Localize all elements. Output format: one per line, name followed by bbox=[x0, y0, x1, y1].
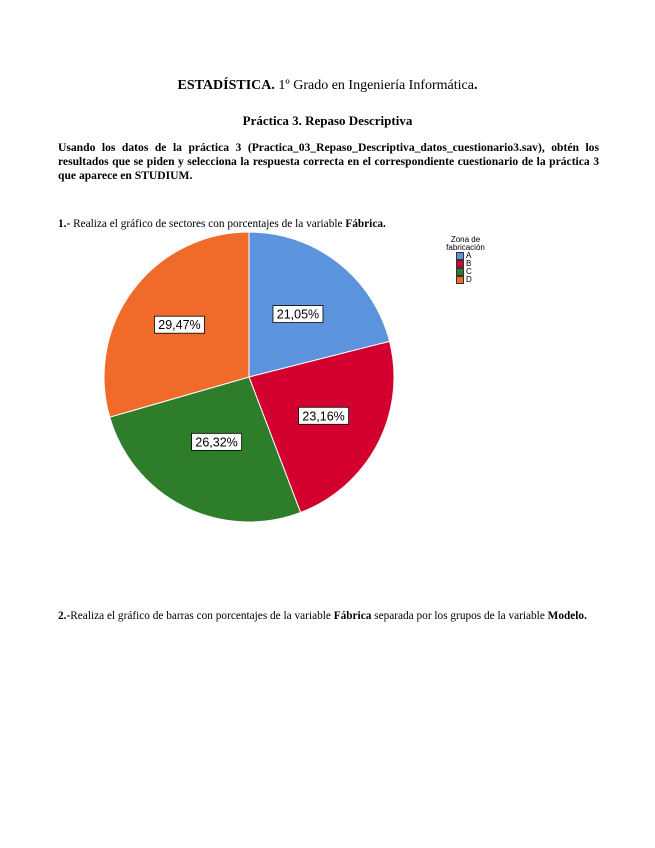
legend-item-d bbox=[456, 276, 493, 284]
question-1-number: 1.- bbox=[58, 218, 71, 230]
legend-swatch-c bbox=[456, 268, 464, 276]
legend-item-c bbox=[456, 268, 493, 276]
question-2-text-2: separada por los grupos de la variable bbox=[371, 610, 548, 622]
pie-label-d: 29,47% bbox=[158, 318, 201, 333]
question-1-variable: Fábrica bbox=[345, 218, 383, 230]
chart-legend bbox=[438, 236, 493, 284]
question-2-end: . bbox=[584, 610, 587, 622]
title-period: . bbox=[473, 78, 478, 93]
legend-label-c: C bbox=[466, 267, 472, 276]
question-2-variable-1: Fábrica bbox=[333, 610, 372, 622]
practice-subtitle: Práctica 3. Repaso Descriptiva bbox=[242, 113, 413, 128]
question-2-variable-2: Modelo bbox=[547, 610, 585, 622]
legend-swatch-d bbox=[456, 276, 464, 284]
legend-label-b: B bbox=[466, 259, 472, 268]
title-subject: ESTADÍSTICA. bbox=[177, 78, 275, 93]
question-2-number: 2.- bbox=[58, 610, 71, 622]
legend-label-a: A bbox=[466, 251, 472, 260]
legend-title: Zona de fabricación bbox=[446, 235, 485, 252]
pie-label-a: 21,05% bbox=[276, 307, 320, 322]
pie-label-b: 23,16% bbox=[302, 409, 345, 424]
question-2-text-1: Realiza el gráfico de barras con porcentajes de la variable bbox=[70, 610, 334, 622]
question-1-text: Realiza el gráfico de sectores con porcentajes de la variable bbox=[70, 218, 346, 230]
pie-label-c: 26,32% bbox=[195, 435, 238, 450]
intro-paragraph: Usando los datos de la práctica 3 (Practica_03_Repaso_Descriptiva_datos_cuestionario3.sav), obtén los resultados que se piden y selecciona la respuesta correcta en el correspondiente cuestionario de la práctica 3 que aparece en STUDIUM. bbox=[58, 141, 599, 182]
legend-swatch-a bbox=[456, 252, 464, 260]
legend-item-b bbox=[456, 260, 493, 268]
title-degree: 1º Grado en Ingeniería Informática bbox=[278, 78, 474, 93]
legend-label-d: D bbox=[466, 275, 472, 284]
legend-swatch-b bbox=[456, 260, 464, 268]
question-1-end: . bbox=[382, 218, 386, 230]
question-2 bbox=[58, 609, 599, 623]
legend-item-a bbox=[456, 252, 493, 260]
